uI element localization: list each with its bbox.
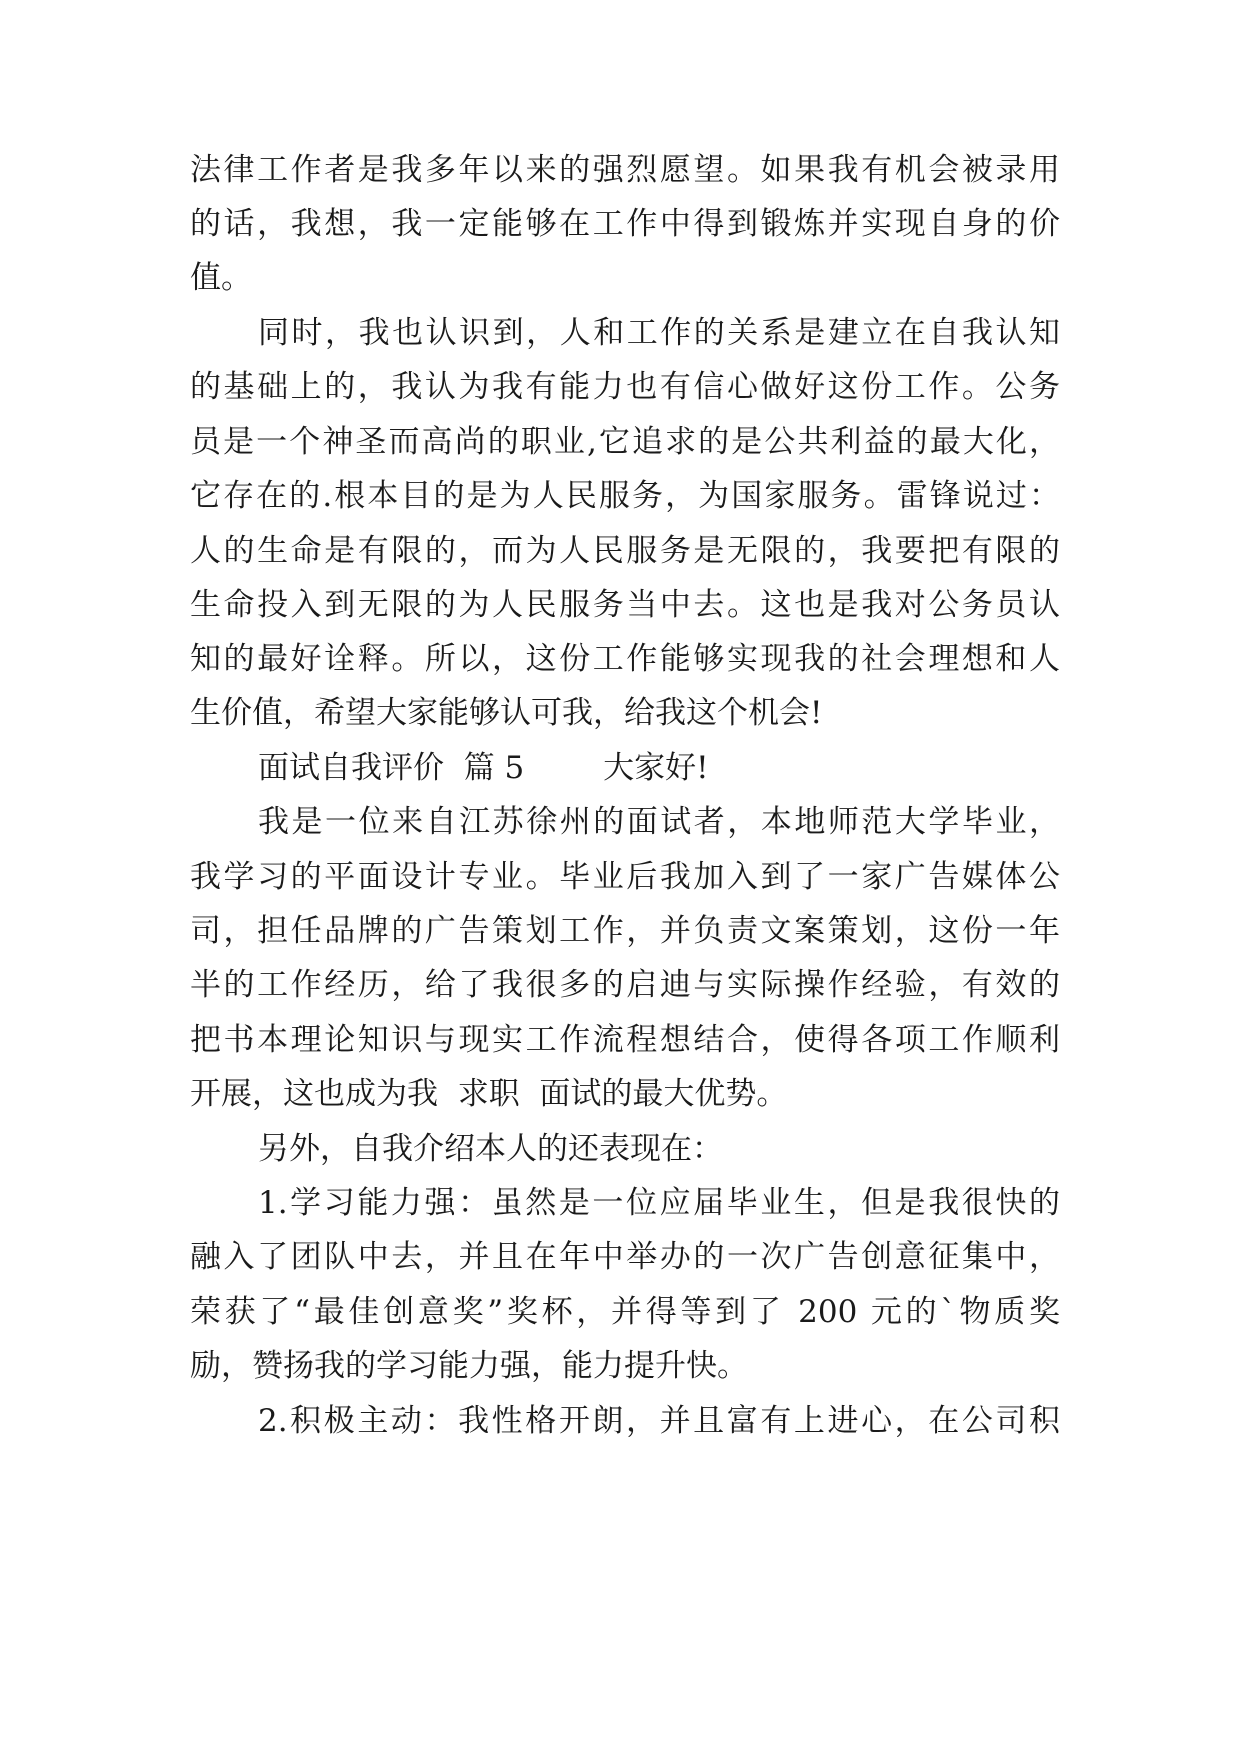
list-item-first-line: 2.积极主动：我性格开朗，并且富有上进心，在公司积 <box>258 1403 1060 1439</box>
paragraph-first-line: 我是一位来自江苏徐州的面试者，本地师范大学毕业， <box>258 804 1060 840</box>
paragraph-first-line: 同时，我也认识到，人和工作的关系是建立在自我认知 <box>258 315 1060 351</box>
text-line: 的话，我想，我一定能够在工作中得到锻炼并实现自身的价 <box>190 206 1060 242</box>
text-line: 它存在的.根本目的是为人民服务，为国家服务。雷锋说过： <box>190 478 1060 514</box>
text-line: 荣获了“最佳创意奖”奖杯，并得等到了 200 元的`物质奖 <box>190 1294 1060 1330</box>
text-line: 法律工作者是我多年以来的强烈愿望。如果我有机会被录用 <box>190 152 1060 188</box>
text-line: 把书本理论知识与现实工作流程想结合，使得各项工作顺利 <box>190 1022 1060 1058</box>
paragraph-first-line: 另外，自我介绍本人的还表现在： <box>258 1131 723 1167</box>
text-line: 生价值，希望大家能够认可我，给我这个机会! <box>190 695 823 731</box>
text-line: 知的最好诠释。所以，这份工作能够实现我的社会理想和人 <box>190 641 1060 677</box>
text-line: 生命投入到无限的为人民服务当中去。这也是我对公务员认 <box>190 587 1060 623</box>
text-line: 励，赞扬我的学习能力强，能力提升快。 <box>190 1348 748 1384</box>
text-line: 员是一个神圣而高尚的职业,它追求的是公共利益的最大化， <box>190 424 1060 460</box>
text-line: 人的生命是有限的，而为人民服务是无限的，我要把有限的 <box>190 533 1060 569</box>
text-line: 半的工作经历，给了我很多的启迪与实际操作经验，有效的 <box>190 967 1060 1003</box>
text-line: 我学习的平面设计专业。毕业后我加入到了一家广告媒体公 <box>190 859 1060 895</box>
text-line: 值。 <box>190 260 252 296</box>
text-line: 开展，这也成为我 求职 面试的最大优势。 <box>190 1076 788 1112</box>
text-line: 司，担任品牌的广告策划工作，并负责文案策划，这份一年 <box>190 913 1060 949</box>
text-line: 融入了团队中去，并且在年中举办的一次广告创意征集中， <box>190 1239 1060 1275</box>
text-line: 的基础上的，我认为我有能力也有信心做好这份工作。公务 <box>190 369 1060 405</box>
section-heading: 面试自我评价 篇 5 大家好! <box>258 750 709 786</box>
list-item-first-line: 1.学习能力强：虽然是一位应届毕业生，但是我很快的 <box>258 1185 1060 1221</box>
